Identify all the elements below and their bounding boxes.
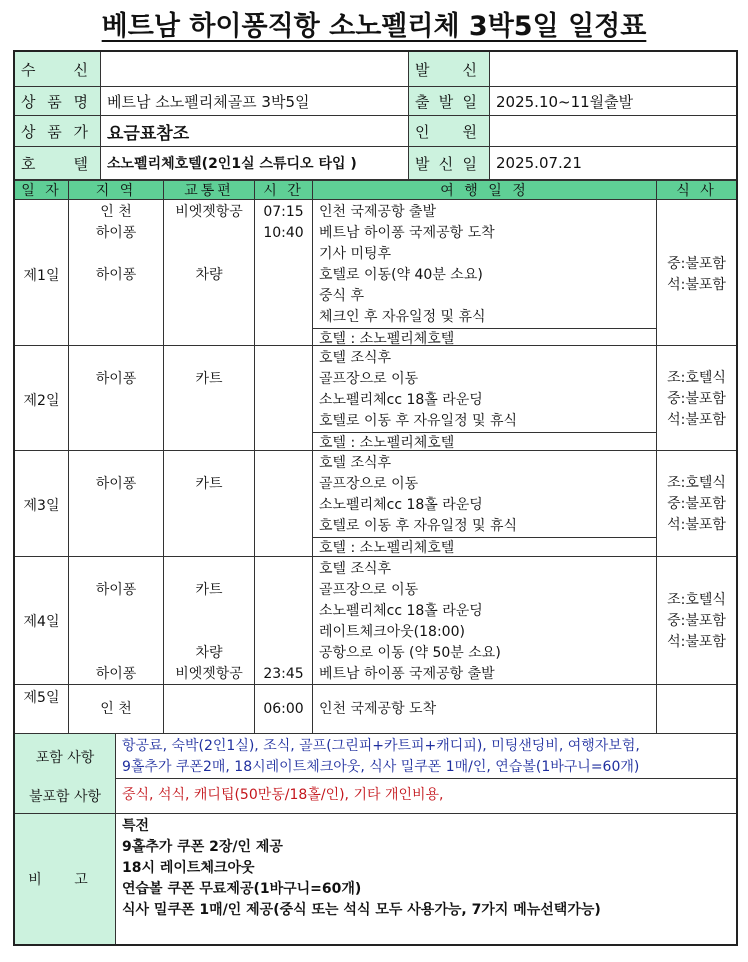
itinerary-line: 중식 후: [319, 288, 365, 304]
time-line: [255, 390, 312, 411]
header-transport: 교통편: [164, 181, 255, 201]
meal-line: 조:호텔식: [667, 475, 726, 491]
itinerary-hotel: 호텔 : 소노펠리체호텔: [313, 537, 656, 558]
time-line: [255, 453, 312, 474]
schedule-body: [15, 200, 736, 734]
itinerary-line: 소노펠리체cc 18홀 라운딩: [319, 392, 483, 408]
time-line: 23:45: [263, 666, 304, 682]
time-line: [255, 474, 312, 495]
itinerary-line: 베트남 하이퐁 국제공항 도착: [319, 225, 495, 241]
time-line: [255, 348, 312, 369]
day-region: [69, 451, 164, 558]
header-time: 시 간: [255, 181, 313, 201]
meal-line: 석:불포함: [667, 633, 726, 650]
day-time: [255, 200, 313, 349]
transport-line: [164, 495, 254, 516]
time-line: [255, 580, 312, 601]
recipient-label: 수 신: [15, 52, 101, 87]
time-line: [255, 265, 312, 286]
day-itinerary: [313, 685, 657, 733]
itinerary-line: 호텔 조식후: [319, 455, 392, 471]
notes-row: [15, 814, 736, 944]
day-row: [15, 200, 736, 346]
header-meals: 식 사: [676, 183, 717, 199]
day-meals: [657, 346, 736, 453]
notes-line: 식사 밀쿠폰 1매/인 제공(중식 또는 석식 모두 사용가능, 7가지 메뉴선택가능): [122, 902, 601, 918]
region-line: [69, 286, 163, 307]
region-line: [69, 411, 163, 432]
transport-line: 비엣젯항공: [175, 666, 243, 682]
itinerary-hotel: 호텔 : 소노펠리체호텔: [313, 328, 656, 349]
meal-line: 중:불포함: [667, 391, 726, 407]
day-transport: [164, 451, 255, 558]
time-line: [255, 307, 312, 328]
day-region: [69, 200, 164, 349]
day-label: [15, 685, 69, 733]
meal-line: 중:불포함: [667, 496, 726, 512]
included-value: [116, 734, 736, 780]
itinerary-sheet: [13, 50, 738, 946]
day-row: [15, 685, 736, 734]
product-label: 상 품 명: [15, 87, 101, 116]
itinerary-line: 기사 미팅후: [319, 246, 392, 262]
region-line: [69, 643, 163, 664]
included-line: 항공료, 숙박(2인1실), 조식, 골프(그린피+카트피+캐디피), 미팅샌딩비, 여행자보험,: [122, 738, 640, 754]
day-row: [15, 557, 736, 685]
recipient-value: [101, 52, 409, 87]
transport-line: [164, 307, 254, 328]
time-line: [255, 601, 312, 622]
region-line: 하이퐁: [95, 225, 137, 241]
itinerary-line: 베트남 하이퐁 국제공항 출발: [319, 666, 495, 682]
notes-line: 9홀추가 쿠폰 2장/인 제공: [122, 839, 283, 855]
time-line: 10:40: [263, 225, 304, 241]
region-line: [69, 307, 163, 328]
region-line: [69, 495, 163, 516]
day-row: [15, 346, 736, 451]
time-line: [255, 286, 312, 307]
schedule-header: [15, 179, 736, 200]
info-table: [15, 52, 736, 179]
notes-line: 18시 레이트체크아웃: [122, 860, 255, 876]
day-label-text: 제3일: [23, 497, 60, 514]
region-line: [69, 390, 163, 411]
sent-date-value: 2025.07.21: [496, 154, 582, 172]
transport-line: [164, 601, 254, 622]
region-line: [69, 559, 163, 580]
day-meals: [657, 200, 736, 349]
itinerary-line: 호텔로 이동(약 40분 소요): [319, 267, 483, 283]
transport-line: 차량: [195, 645, 223, 661]
notes-label: 비 고: [15, 814, 116, 944]
time-line: [255, 244, 312, 265]
day-label: [15, 200, 69, 349]
itinerary-line: 골프장으로 이동: [319, 582, 419, 598]
transport-line: 카트: [195, 476, 223, 492]
people-value: [490, 116, 736, 147]
header-itinerary: 여 행 일 정: [313, 181, 657, 201]
time-line: [255, 432, 312, 453]
day-meals: [657, 685, 736, 733]
meal-line: 조:호텔식: [667, 370, 726, 386]
included-line: 9홀추가 쿠폰2매, 18시레이트체크아웃, 식사 밀쿠폰 1매/인, 연습볼(1바구니=60개): [122, 759, 640, 775]
itinerary-line: 소노펠리체cc 18홀 라운딩: [319, 603, 483, 619]
transport-line: [164, 537, 254, 558]
transport-line: [164, 699, 254, 720]
time-line: [255, 516, 312, 537]
region-line: 하이퐁: [95, 476, 137, 492]
region-line: 하이퐁: [95, 582, 137, 598]
notes-value: [116, 814, 736, 944]
time-line: [255, 622, 312, 643]
transport-line: [164, 453, 254, 474]
excluded-value: 중식, 석식, 캐디팁(50만동/18홀/인), 기타 개인비용,: [122, 787, 444, 803]
day-region: [69, 346, 164, 453]
itinerary-line: 레이트체크아웃(18:00): [319, 624, 465, 640]
region-line: 하이퐁: [95, 371, 137, 387]
price-value: 요금표참조: [101, 116, 409, 147]
day-region: [69, 557, 164, 685]
transport-line: [164, 348, 254, 369]
meal-line: 석:불포함: [667, 412, 726, 428]
transport-line: [164, 286, 254, 307]
region-line: 하이퐁: [95, 267, 137, 283]
itinerary-line: 소노펠리체cc 18홀 라운딩: [319, 497, 483, 513]
day-itinerary: [313, 346, 657, 453]
transport-line: [164, 223, 254, 244]
transport-line: [164, 432, 254, 453]
day-meals: [657, 557, 736, 685]
transport-line: [164, 244, 254, 265]
region-line: [69, 432, 163, 453]
day-label: [15, 451, 69, 558]
region-line: [69, 516, 163, 537]
region-line: 하이퐁: [95, 666, 137, 682]
time-line: 07:15: [263, 204, 304, 220]
time-line: [255, 643, 312, 664]
time-line: [255, 559, 312, 580]
region-line: [69, 537, 163, 558]
region-line: 인 천: [100, 700, 132, 717]
transport-line: [164, 411, 254, 432]
meal-line: 중:불포함: [667, 612, 726, 629]
sender-value: [490, 52, 736, 87]
transport-line: 비엣젯항공: [175, 204, 243, 220]
itinerary-line: 호텔로 이동 후 자유일정 및 휴식: [319, 413, 518, 429]
region-line: [69, 244, 163, 265]
region-line: [69, 453, 163, 474]
meal-line: 석:불포함: [667, 517, 726, 533]
day-time: [255, 557, 313, 685]
excluded-label: 불포함 사항: [15, 779, 116, 813]
notes-line: 연습볼 쿠폰 무료제공(1바구니=60개): [122, 881, 362, 897]
excluded-row: [15, 779, 736, 814]
transport-line: 차량: [195, 267, 223, 283]
hotel-label: 호 텔: [15, 147, 101, 179]
departure-label: 출 발 일: [409, 87, 490, 116]
day-row: [15, 451, 736, 557]
time-line: [255, 411, 312, 432]
day-transport: [164, 685, 255, 733]
itinerary-line: 호텔로 이동 후 자유일정 및 휴식: [319, 518, 518, 534]
page-title: 베트남 하이퐁직항 소노펠리체 3박5일 일정표: [101, 11, 647, 42]
transport-line: [164, 516, 254, 537]
time-line: [255, 495, 312, 516]
region-line: [69, 348, 163, 369]
meal-line: 조:호텔식: [667, 591, 726, 608]
included-label: 포함 사항: [15, 734, 116, 780]
meal-line: 석:불포함: [667, 276, 726, 293]
included-row: [15, 734, 736, 779]
region-line: 인 천: [100, 204, 132, 220]
price-label: 상 품 가: [15, 116, 101, 147]
notes-line: 특전: [122, 818, 150, 834]
day-time: [255, 451, 313, 558]
day-time: [255, 346, 313, 453]
region-line: [69, 622, 163, 643]
day-transport: [164, 346, 255, 453]
day-label-text: 제2일: [23, 392, 60, 409]
itinerary-line: 골프장으로 이동: [319, 476, 419, 492]
day-transport: [164, 557, 255, 685]
transport-line: [164, 622, 254, 643]
itinerary-line: 인천 국제공항 도착: [319, 700, 437, 717]
itinerary-line: 공항으로 이동 (약 50분 소요): [319, 645, 501, 661]
people-label: 인 원: [409, 116, 490, 147]
itinerary-line: 호텔 조식후: [319, 561, 392, 577]
itinerary-line: 골프장으로 이동: [319, 371, 419, 387]
day-time: [255, 685, 313, 733]
day-transport: [164, 200, 255, 349]
header-region: 지 역: [69, 181, 164, 201]
itinerary-line: 호텔 조식후: [319, 350, 392, 366]
transport-line: 카트: [195, 371, 223, 387]
day-label-text: 제1일: [23, 267, 60, 284]
itinerary-line: 체크인 후 자유일정 및 휴식: [319, 309, 486, 325]
product-value: 베트남 소노펠리체골프 3박5일: [101, 87, 409, 116]
time-line: 06:00: [263, 700, 304, 717]
time-line: [255, 537, 312, 558]
transport-line: [164, 559, 254, 580]
day-itinerary: [313, 200, 657, 349]
day-label: [15, 557, 69, 685]
day-itinerary: [313, 557, 657, 685]
sent-date-label: 발 신 일: [409, 147, 490, 179]
time-line: [255, 369, 312, 390]
day-region: [69, 685, 164, 733]
itinerary-line: 인천 국제공항 출발: [319, 204, 437, 220]
meal-line: 중:불포함: [667, 255, 726, 272]
day-label-text: 제5일: [23, 690, 60, 706]
day-meals: [657, 451, 736, 558]
day-label: [15, 346, 69, 453]
itinerary-hotel: 호텔 : 소노펠리체호텔: [313, 432, 656, 453]
transport-line: [164, 390, 254, 411]
header-date: 일 자: [15, 181, 69, 201]
region-line: [69, 601, 163, 622]
departure-value: 2025.10~11월출발: [490, 87, 736, 116]
day-itinerary: [313, 451, 657, 558]
transport-line: 카트: [195, 582, 223, 598]
hotel-value: 소노펠리체호텔(2인1실 스튜디오 타입 ): [101, 147, 409, 179]
day-label-text: 제4일: [23, 614, 60, 630]
sender-label: 발 신: [409, 52, 490, 87]
